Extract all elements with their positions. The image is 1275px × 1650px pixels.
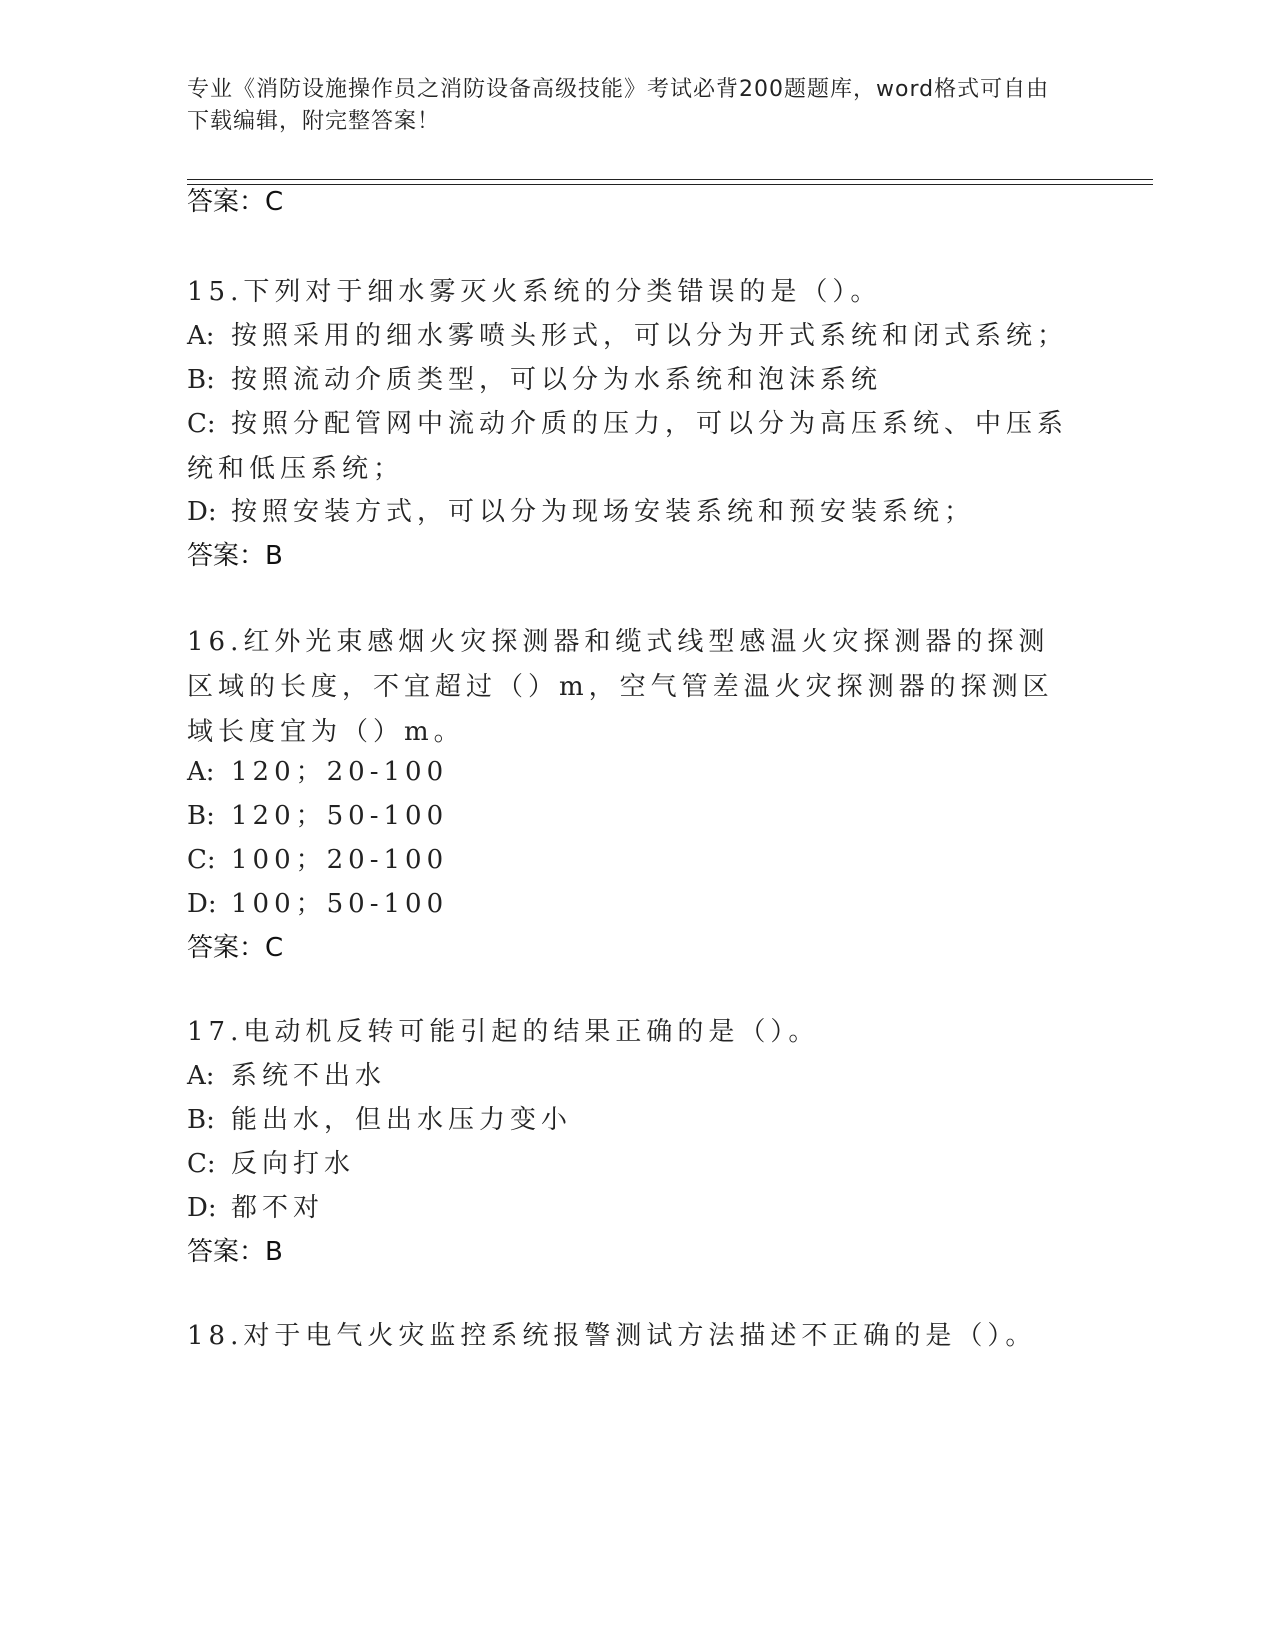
option-key: D:: [187, 1193, 217, 1223]
option-key: B:: [187, 1105, 215, 1135]
answer-q17: 答案：B: [187, 1237, 283, 1267]
question-15-option-b: [187, 358, 1077, 403]
question-15-option-a: [187, 314, 1077, 359]
option-text: 按照采用的细水雾喷头形式，可以分为开式系统和闭式系统；: [231, 321, 1069, 351]
question-15-option-d: [187, 490, 1077, 535]
option-text: 系统不出水: [231, 1061, 387, 1091]
question-17-option-d: [187, 1186, 1077, 1231]
question-16-option-b: [187, 794, 1077, 839]
document-header: 专业《消防设施操作员之消防设备高级技能》考试必背200题题库，word格式可自由下载编辑，附完整答案！: [187, 77, 1050, 134]
option-text: 都不对: [231, 1193, 325, 1223]
option-text: 按照分配管网中流动介质的压力，可以分为高压系统、中压系统和低压系统；: [187, 409, 1069, 484]
option-key: C:: [187, 1149, 216, 1179]
answer-q14: 答案：C: [187, 187, 284, 217]
option-key: A:: [187, 757, 215, 787]
question-16-option-c: [187, 838, 1077, 883]
question-16-option-a: [187, 750, 1077, 795]
option-key: B:: [187, 801, 215, 831]
question-18-stem: 18.对于电气火灾监控系统报警测试方法描述不正确的是（）。: [187, 1321, 1037, 1351]
question-17-stem: 17.电动机反转可能引起的结果正确的是（）。: [187, 1017, 820, 1047]
option-key: C:: [187, 845, 216, 875]
option-text: 按照流动介质类型，可以分为水系统和泡沫系统: [231, 365, 883, 395]
option-key: A:: [187, 1061, 215, 1091]
option-text: 120；50-100: [231, 801, 449, 831]
answer-q15: 答案：B: [187, 541, 283, 571]
question-17-option-a: [187, 1054, 1077, 1099]
option-text: 反向打水: [231, 1149, 356, 1179]
header-rule-bottom: [187, 184, 1153, 185]
option-key: D:: [187, 889, 217, 919]
option-text: 按照安装方式，可以分为现场安装系统和预安装系统；: [231, 497, 976, 527]
question-16-stem: 16.红外光束感烟火灾探测器和缆式线型感温火灾探测器的探测区域的长度，不宜超过（）m，空气管差温火灾探测器的探测区域长度宜为（）m。: [187, 627, 1054, 747]
question-15-stem: 15.下列对于细水雾灭火系统的分类错误的是（）。: [187, 277, 882, 307]
question-15-option-c: [187, 402, 1077, 492]
option-key: D:: [187, 497, 217, 527]
option-key: B:: [187, 365, 215, 395]
answer-q16: 答案：C: [187, 933, 284, 963]
header-rule-top: [187, 179, 1153, 180]
option-text: 能出水，但出水压力变小: [231, 1105, 573, 1135]
question-17-option-b: [187, 1098, 1077, 1143]
question-17-option-c: [187, 1142, 1077, 1187]
option-key: C:: [187, 409, 216, 439]
option-text: 100；20-100: [231, 845, 449, 875]
option-key: A:: [187, 321, 215, 351]
question-16-option-d: [187, 882, 1077, 927]
option-text: 120；20-100: [231, 757, 449, 787]
option-text: 100；50-100: [231, 889, 449, 919]
